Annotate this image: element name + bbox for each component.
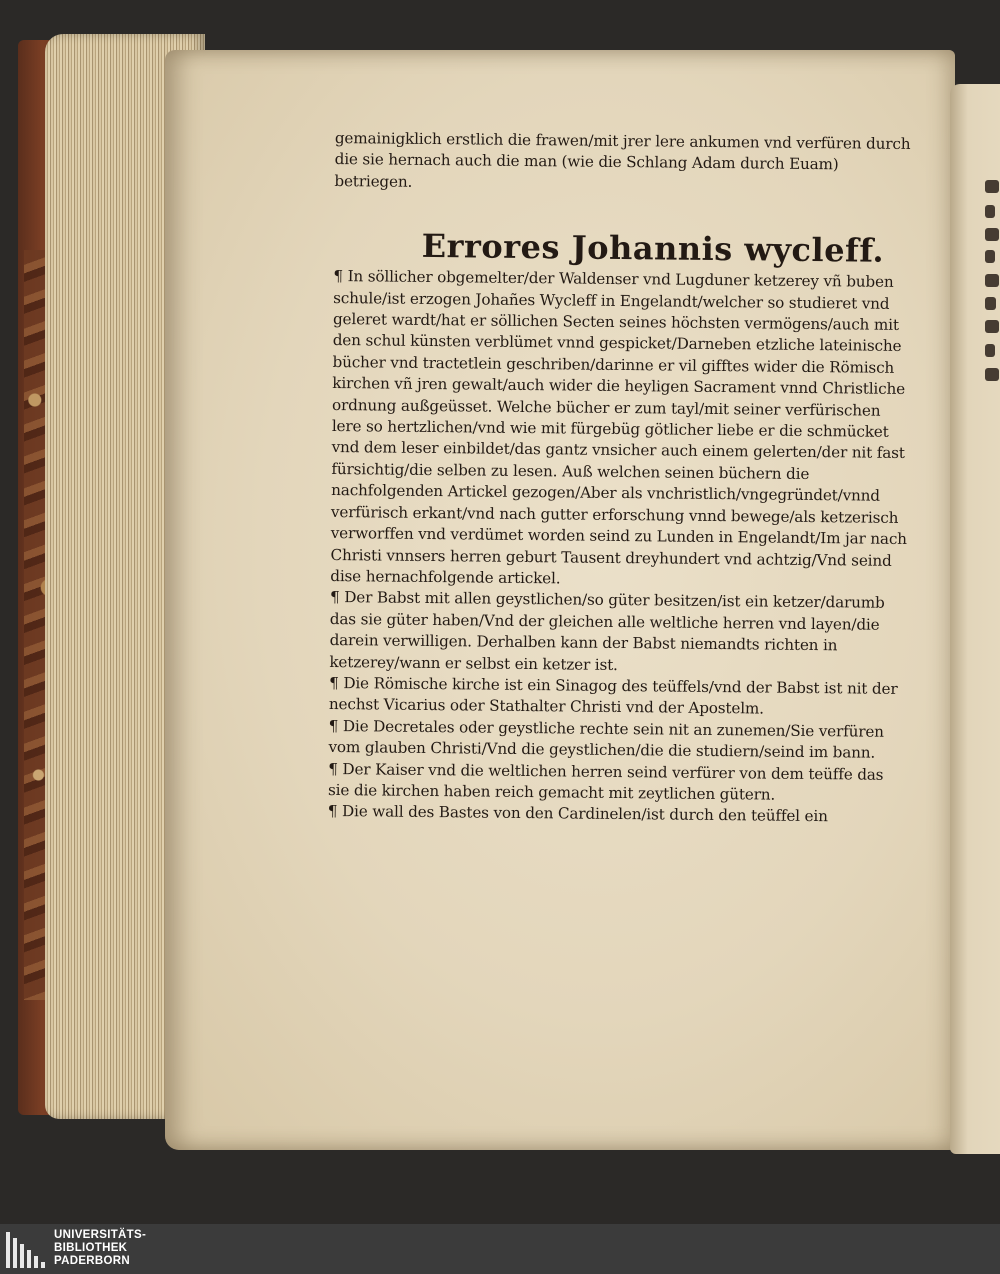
paragraph: ¶ Der Babst mit allen geystlichen/so güter besitzen/ist ein ketzer/darumb das sie güter haben/Vnd der gleichen alle weltliche herren vnd layen/die darein verwilligen. Derhalben kann der Babst niemandts richten in ketzerey/wann er selbst ein ketzer ist. (329, 588, 885, 674)
paragraph: ¶ Der Kaiser vnd die weltlichen herren seind verfürer von dem teüffe das sie die kirchen haben reich gemacht mit zeytlichen gütern. (327, 759, 884, 804)
logo-line: UNIVERSITÄTS- (54, 1229, 147, 1241)
facing-page-text-fragment (985, 344, 995, 357)
paragraph: ¶ Die Römische kirche ist ein Sinagog des teüffels/vnd der Babst ist nit der nechst Vicarius oder Stathalter Christi vnd der Apostelm. (328, 673, 898, 718)
facing-page-text-fragment (985, 180, 999, 193)
library-footer (0, 1224, 1000, 1274)
facing-page-text-fragment (985, 297, 996, 310)
section-heading: Errores Johannis wycleff. (421, 227, 885, 270)
opening-lines: gemainigklich erstlich die frawen/mit jrer lere ankumen vnd verfüren durch die sie hernach auch die man (wie die Schlang Adam durch Euam) betriegen. (334, 128, 911, 191)
paragraph: ¶ Die wall des Bastes von den Cardinelen/ist durch den teüffel ein (327, 802, 828, 826)
paragraph: ¶ In söllicher obgemelter/der Waldenser vnd Lugduner ketzerey vñ buben schule/ist erzogen Johañes Wycleff in Engelandt/welcher so studieret vnd geleret wardt/hat er söllichen Secten seines höchsten vermögens/auch mit den schul künsten verblümet vnnd gespicket/Darneben etzliche lateinische bücher vnd tractetlein geschriben/darinne er vil gifftes wider die Römisch kirchen vñ jren gewalt/auch wider die heyligen Sacrament vnnd Christliche ordnung außgeüsset. Welche bücher er zum tayl/mit seiner verfürischen lere so hertzlichen/vnd wie mit fürgebüg götlicher liebe er die schmücket vnd dem leser einbildet/das gantz vnsicher auch einem gelerten/der nit fast fürsichtig/die selben zu lesen. Auß welchen seinen büchern die nachfolgenden Artickel gezogen/Aber als vnchristlich/vngegründet/vnnd verfürisch erkant/vnd nach gutter erforschung vnnd bewege/als ketzerisch verworffen vnd verdümet worden seind zu Lunden in Engelandt/Im jar nach Christi vnnsers herren geburt Tausent dreyhundert vnd achtzig/Vnd seind dise hernachfolgende artickel. (330, 267, 907, 588)
logo-line: BIBLIOTHEK (54, 1242, 128, 1254)
facing-page-text-fragment (985, 250, 995, 263)
facing-page (950, 84, 1000, 1154)
facing-page-text-fragment (985, 205, 995, 218)
facing-page-text-fragment (985, 320, 999, 333)
paragraph: ¶ Die Decretales oder geystliche rechte sein nit an zunemen/Sie verfüren vom glauben Christi/Vnd die geystlichen/die die studiern/seind im bann. (328, 716, 884, 762)
facing-page-text-fragment (985, 368, 999, 381)
page-text (328, 128, 915, 829)
library-logo-icon (6, 1230, 46, 1268)
facing-page-text-fragment (985, 228, 999, 241)
logo-line: PADERBORN (54, 1255, 130, 1267)
facing-page-text-fragment (985, 274, 999, 287)
library-logo-text (54, 1229, 146, 1268)
